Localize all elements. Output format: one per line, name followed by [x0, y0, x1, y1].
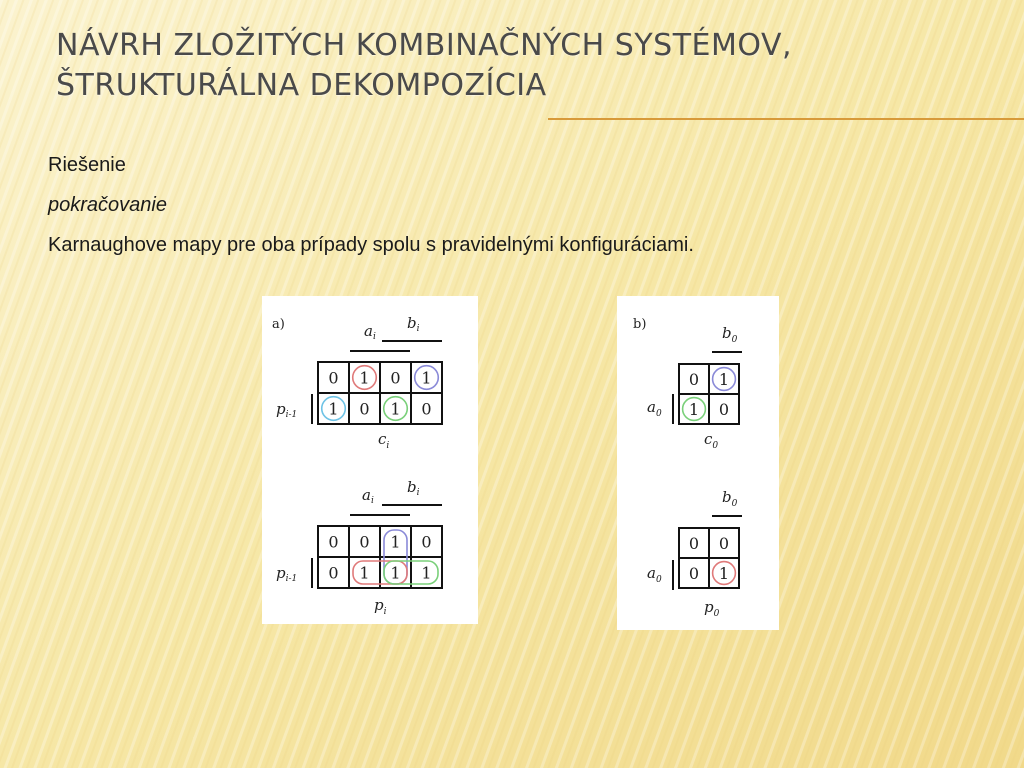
kmap-p-0	[647, 488, 742, 619]
var-b-label: $b_0$	[722, 324, 738, 345]
kmap-cell-value: 1	[421, 563, 432, 583]
kmap-cell-value: 0	[688, 564, 700, 583]
kmap-cell-value: 0	[421, 532, 432, 552]
var-a-label: $a_i$	[362, 486, 374, 506]
kmap-cell-value: 1	[688, 400, 700, 419]
var-b-label: $b_i$	[407, 314, 420, 334]
slide-title	[56, 26, 996, 106]
title-line-2: ŠTRUKTURÁLNA DEKOMPOZÍCIA	[56, 68, 547, 103]
kmap-cell-value: 0	[328, 368, 339, 388]
kmap-cell-value: 1	[359, 563, 370, 583]
diagram-panel-b	[617, 296, 779, 630]
kmap-cell-value: 0	[688, 534, 700, 553]
var-b-label: $b_i$	[407, 478, 420, 498]
kmap-grid	[679, 528, 739, 588]
diagram-a-label: a)	[272, 317, 285, 332]
kmap-cell-value: 1	[359, 368, 370, 388]
slide-body	[48, 152, 988, 272]
title-divider	[548, 118, 1024, 120]
body-heading: Riešenie	[48, 154, 126, 176]
output-label: $p_i$	[374, 596, 387, 617]
row-var-label: $p_{i-1}$	[276, 400, 298, 420]
diagram-panel-a	[262, 296, 478, 624]
kmap-cell-value: 1	[390, 532, 401, 552]
body-subheading: pokračovanie	[48, 194, 167, 216]
diagram-b-label: b)	[633, 317, 647, 332]
output-label: $p_0$	[704, 598, 720, 619]
kmap-cell-value: 0	[718, 534, 730, 553]
kmap-cell-value: 0	[328, 532, 339, 552]
kmap-grid	[679, 364, 739, 424]
kmap-cell-value: 1	[718, 564, 730, 583]
kmap-cell-value: 0	[421, 399, 432, 419]
output-label: $c_0$	[704, 430, 719, 451]
row-var-label: $a_0$	[647, 398, 662, 419]
var-b-label: $b_0$	[722, 488, 738, 509]
row-var-label: $p_{i-1}$	[276, 564, 298, 584]
row-var-label: $a_0$	[647, 564, 662, 585]
body-description: Karnaughove mapy pre oba prípady spolu s pravidelnými konfiguráciami.	[48, 234, 694, 256]
kmap-cell-value: 1	[390, 563, 401, 583]
kmap-c-i	[276, 314, 442, 451]
kmap-cell-value: 1	[718, 370, 730, 389]
kmap-p-i	[276, 478, 442, 617]
kmap-grid	[318, 362, 442, 424]
kmap-grid	[318, 526, 442, 588]
kmap-cell-value: 0	[390, 368, 401, 388]
kmap-cell-value: 0	[328, 563, 339, 583]
kmap-cell-value: 1	[390, 399, 401, 419]
kmap-cell-value: 0	[718, 400, 730, 419]
kmap-cell-value: 0	[688, 370, 700, 389]
kmap-cell-value: 1	[421, 368, 432, 388]
kmap-c-0	[647, 324, 742, 451]
title-line-1: NÁVRH ZLOŽITÝCH KOMBINAČNÝCH SYSTÉMOV,	[56, 28, 792, 63]
kmap-cell-value: 1	[328, 399, 339, 419]
var-a-label: $a_i$	[364, 322, 376, 342]
output-label: $c_i$	[378, 430, 390, 451]
kmap-cell-value: 0	[359, 399, 370, 419]
kmap-cell-value: 0	[359, 532, 370, 552]
